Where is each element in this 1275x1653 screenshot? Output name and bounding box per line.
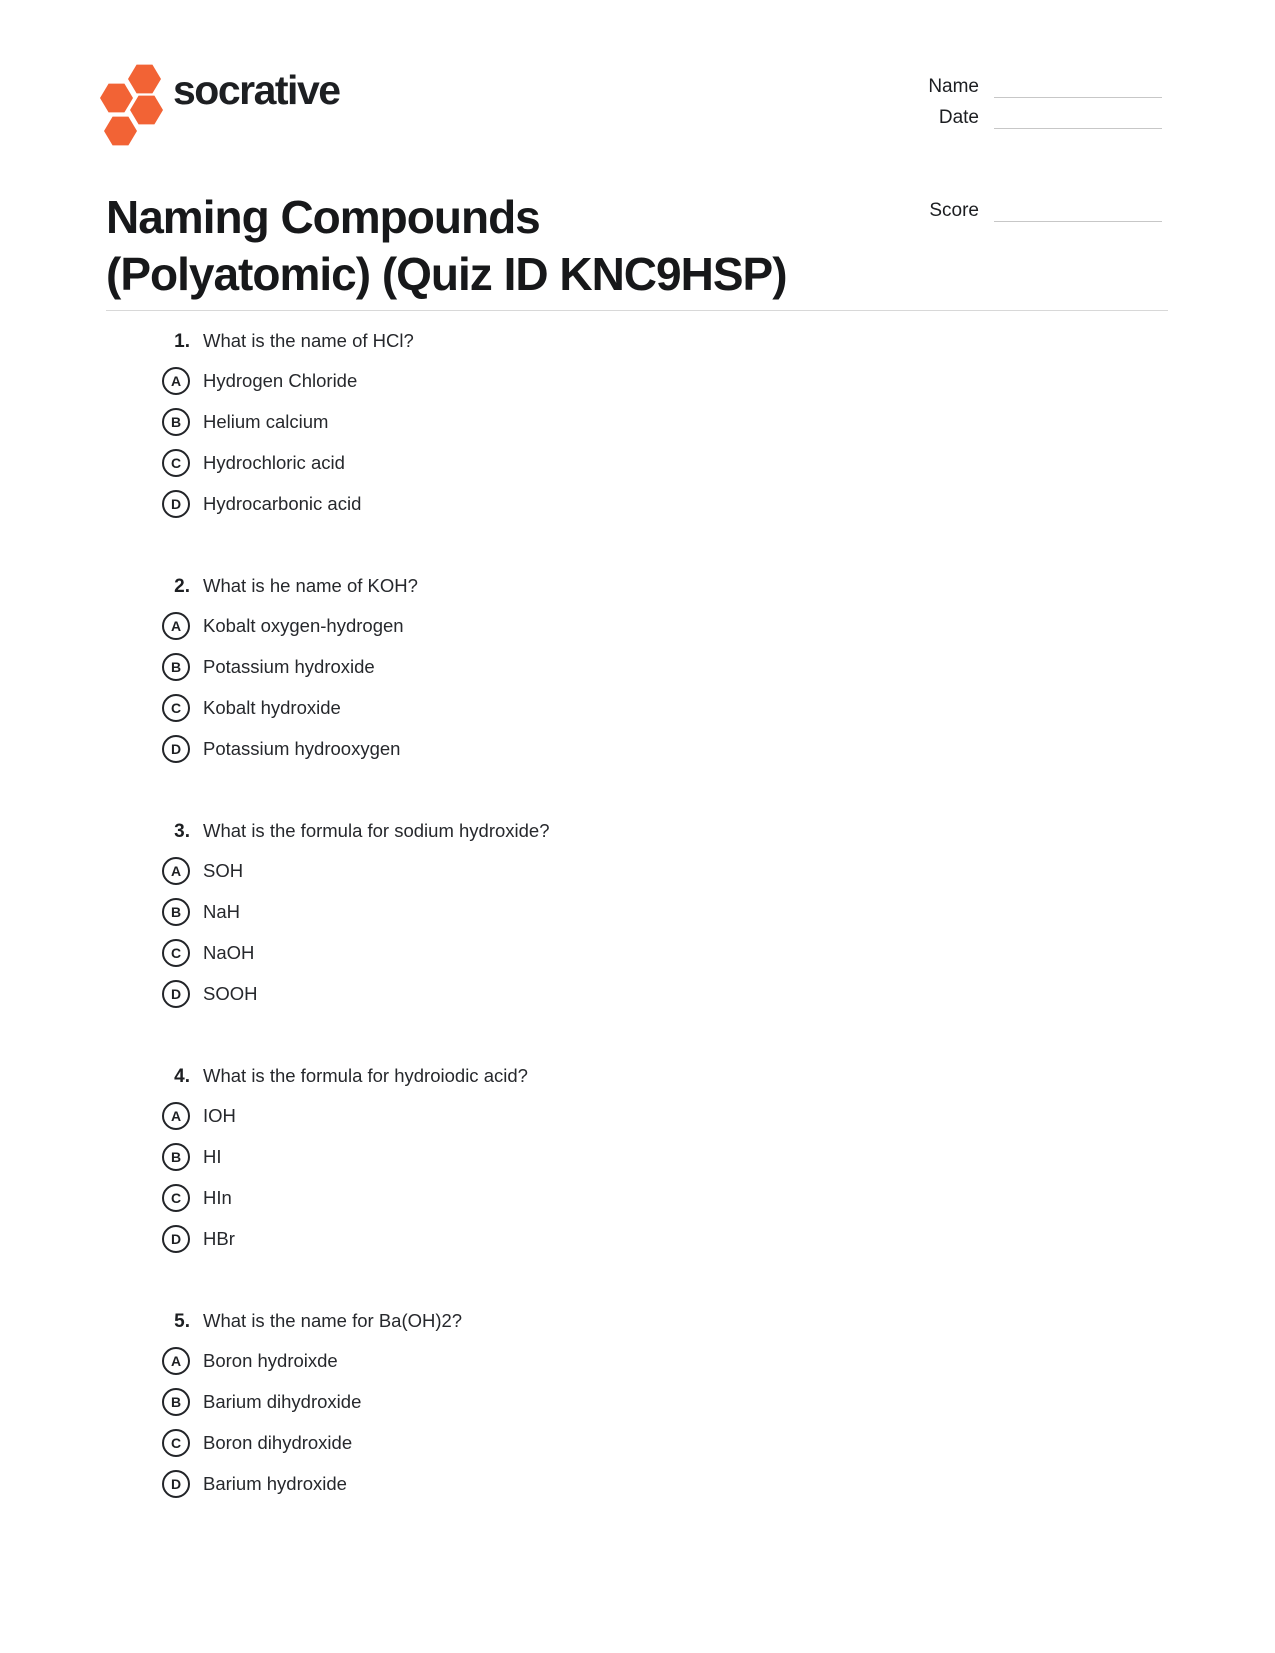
answer-option: [162, 1143, 1062, 1171]
name-blank-line: [994, 76, 1162, 98]
question-number: 2.: [174, 576, 190, 597]
name-label: Name: [928, 76, 979, 98]
option-text: Hydrochloric acid: [203, 452, 345, 473]
answer-option: [162, 490, 1062, 518]
socrative-logo: [100, 64, 340, 148]
option-text: Kobalt hydroxide: [203, 697, 341, 718]
hexagon-icon: [100, 83, 133, 113]
question-block: [162, 820, 1062, 1008]
date-label: Date: [938, 107, 979, 129]
question-block: [162, 575, 1062, 763]
option-letter-badge: C: [162, 694, 190, 722]
option-text: NaOH: [203, 942, 255, 963]
answer-option: [162, 1102, 1062, 1130]
hexagon-icon: [130, 95, 163, 125]
option-text: Boron hydroixde: [203, 1350, 338, 1371]
question-number: 4.: [174, 1066, 190, 1087]
option-text: Hydrogen Chloride: [203, 370, 358, 391]
answer-option: [162, 1388, 1062, 1416]
question-text: What is the formula for sodium hydroxide?: [203, 820, 550, 841]
quiz-title-line-1: Naming Compounds: [106, 190, 540, 243]
option-letter-badge: D: [162, 735, 190, 763]
option-text: Potassium hydroxide: [203, 656, 375, 677]
answer-option: [162, 1470, 1062, 1498]
option-letter-badge: D: [162, 980, 190, 1008]
answer-option: [162, 694, 1062, 722]
answer-option: [162, 939, 1062, 967]
option-letter-badge: B: [162, 1143, 190, 1171]
option-letter-badge: D: [162, 490, 190, 518]
option-text: Barium hydroxide: [203, 1473, 347, 1494]
answer-option: [162, 1347, 1062, 1375]
option-letter-badge: D: [162, 1470, 190, 1498]
question-row: [162, 575, 1062, 598]
option-letter-badge: D: [162, 1225, 190, 1253]
score-blank-line: [994, 200, 1162, 222]
question-row: [162, 1065, 1062, 1088]
options-list: [162, 367, 1062, 518]
question-text: What is the name of HCl?: [203, 330, 414, 351]
questions-list: [162, 330, 1062, 1555]
question-text: What is the name for Ba(OH)2?: [203, 1310, 463, 1331]
option-text: SOH: [203, 860, 244, 881]
option-text: Kobalt oxygen-hydrogen: [203, 615, 404, 636]
answer-option: [162, 612, 1062, 640]
answer-option: [162, 1225, 1062, 1253]
score-label: Score: [929, 200, 979, 222]
option-letter-badge: B: [162, 1388, 190, 1416]
name-date-fields: [860, 74, 1162, 136]
question-number: 5.: [174, 1311, 190, 1332]
options-list: [162, 857, 1062, 1008]
answer-option: [162, 1184, 1062, 1212]
option-letter-badge: A: [162, 612, 190, 640]
option-letter-badge: A: [162, 1347, 190, 1375]
hexagon-cluster-icon: [100, 64, 164, 148]
option-text: NaH: [203, 901, 241, 922]
question-block: [162, 330, 1062, 518]
option-text: Boron dihydroxide: [203, 1432, 353, 1453]
quiz-title-line-2: (Polyatomic) (Quiz ID KNC9HSP): [106, 247, 787, 300]
answer-option: [162, 735, 1062, 763]
option-letter-badge: C: [162, 1429, 190, 1457]
question-row: [162, 1310, 1062, 1333]
option-text: HBr: [203, 1228, 235, 1249]
answer-option: [162, 857, 1062, 885]
options-list: [162, 1347, 1062, 1498]
option-letter-badge: B: [162, 898, 190, 926]
option-text: HIn: [203, 1187, 232, 1208]
option-text: Helium calcium: [203, 411, 329, 432]
option-text: Barium dihydroxide: [203, 1391, 362, 1412]
answer-option: [162, 367, 1062, 395]
question-number: 1.: [174, 331, 190, 352]
option-text: IOH: [203, 1105, 236, 1126]
option-letter-badge: A: [162, 1102, 190, 1130]
header-divider: [106, 310, 1168, 311]
date-blank-line: [994, 107, 1162, 129]
hexagon-icon: [128, 64, 161, 94]
hexagon-icon: [104, 116, 137, 146]
question-number: 3.: [174, 821, 190, 842]
answer-option: [162, 653, 1062, 681]
date-field-row: [860, 105, 1162, 129]
option-letter-badge: A: [162, 367, 190, 395]
option-letter-badge: B: [162, 408, 190, 436]
option-letter-badge: C: [162, 1184, 190, 1212]
option-text: HI: [203, 1146, 222, 1167]
question-text: What is the formula for hydroiodic acid?: [203, 1065, 528, 1086]
answer-option: [162, 449, 1062, 477]
question-block: [162, 1065, 1062, 1253]
option-letter-badge: C: [162, 939, 190, 967]
logo-wordmark: socrative: [173, 67, 340, 113]
answer-option: [162, 1429, 1062, 1457]
option-letter-badge: B: [162, 653, 190, 681]
option-text: Hydrocarbonic acid: [203, 493, 362, 514]
option-text: SOOH: [203, 983, 258, 1004]
question-block: [162, 1310, 1062, 1498]
option-letter-badge: C: [162, 449, 190, 477]
question-row: [162, 820, 1062, 843]
options-list: [162, 612, 1062, 763]
options-list: [162, 1102, 1062, 1253]
option-text: Potassium hydrooxygen: [203, 738, 401, 759]
question-row: [162, 330, 1062, 353]
question-text: What is he name of KOH?: [203, 575, 418, 596]
answer-option: [162, 408, 1062, 436]
option-letter-badge: A: [162, 857, 190, 885]
quiz-title: [106, 189, 926, 303]
name-field-row: [860, 74, 1162, 98]
answer-option: [162, 980, 1062, 1008]
answer-option: [162, 898, 1062, 926]
